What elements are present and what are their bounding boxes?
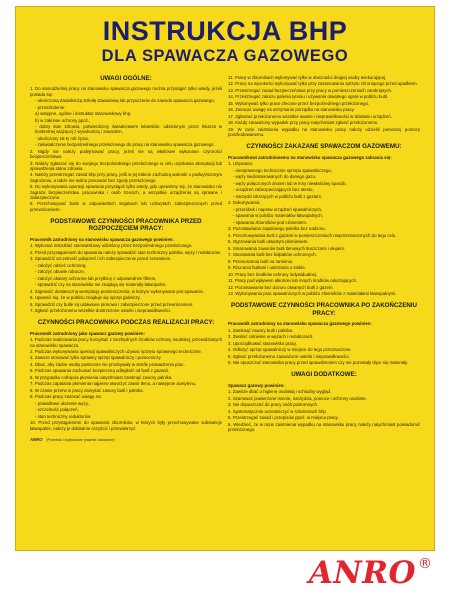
- instruction-item: - węży połączonych drutem lub w inny niewłaściwy sposób,: [233, 180, 347, 186]
- content-columns: [30, 75, 420, 433]
- instruction-item: 15. Wykonywać tylko prace zlecone przez bezpośredniego przełożonego.: [228, 100, 370, 106]
- section-intro: Pracownik zatrudniony jako spawacz gazowy powinien:: [30, 330, 145, 336]
- instruction-item: 13. Przestrzegać zasad bezpieczeństwa przy pracy w pomieszczeniach zamkniętych.: [228, 87, 393, 93]
- instruction-item: 2. Przed przystąpieniem do spawania należy sprawdzić stan techniczny palnika, węży i reduktorów.: [30, 249, 221, 255]
- instruction-item: - ukończony 18-ty rok życia,: [35, 135, 89, 141]
- instruction-item: 11. Pracy pod wpływem alkoholu lub innych środków odurzających.: [228, 278, 358, 284]
- instruction-item: 1. Używania:: [228, 161, 253, 167]
- instruction-item: 3. Zawsze stosować tylko sprawny sprzęt spawalniczy i pomocniczy.: [30, 355, 162, 361]
- instruction-item: - dobry stan zdrowia, potwierdzony świadectwem lekarskim, udzielonym przez lekarza w konkretnej wiążącej z wysokością i zawodem,: [35, 124, 222, 135]
- instruction-item: - zaświadczenie bezpośredniego przełożonego do pracy na stanowisku spawacza gazowego.: [35, 142, 215, 148]
- instruction-item: - przeszkolenie:: [35, 104, 66, 110]
- instruction-item: 5. Podczas spawania zachować bezpieczną odległość od butli z gazami.: [30, 368, 170, 374]
- instruction-item: 1. Zawsze dbać o higienę osobistą i schludny wygląd.: [228, 389, 332, 395]
- instruction-item: 2. Dokonywania:: [228, 200, 261, 206]
- instruction-item: 10. Przed przystąpieniem do spawania zbiorników, w których były przechowywane substancje łatwopalne, należy je dokładnie oczyścić i przewietrzyć.: [30, 420, 222, 431]
- section-heading: UWAGI OGÓLNE:: [100, 75, 152, 82]
- sign-title: INSTRUKCJA BHP: [102, 16, 348, 46]
- instruction-item: 2. Podczas wykonywania operacji spawalniczych używać sprzętu sprawnego technicznie.: [30, 349, 202, 354]
- instruction-item: 6. W przypadku cofnięcia płomienia natychmiast zamknąć zawory palnika.: [30, 374, 173, 380]
- right-column: [228, 75, 420, 433]
- instruction-item: 3. Uporządkować stanowisko pracy.: [228, 340, 297, 346]
- section-intro: Pracownik zatrudniony na stanowisku spawacza gazowego powinien:: [30, 236, 174, 242]
- instruction-item: - założyć obuwie robocze,: [35, 269, 85, 275]
- registered-icon: ®: [418, 556, 432, 572]
- instruction-item: 5. Do wykonywania operacji spawania przystąpić tylko wtedy, gdy upewnimy się, że stanowisko nie zagraża bezpieczeństwu pracownika i osób trzecich, a wszystkie urządzenia są sprawne i zabezpieczone.: [30, 184, 222, 200]
- instruction-item: 3. Pozostawiania zapalonego palnika bez nadzoru.: [228, 226, 326, 232]
- instruction-item: 9. Podczas pracy zwracać uwagę na:: [30, 394, 102, 400]
- instruction-item: 8. W czasie przerw w pracy zamykać zawory butli i palnika.: [30, 387, 144, 393]
- instruction-item: a) wstępne, ogólne i instruktaż stanowiskowy bhp,: [35, 111, 132, 117]
- instruction-item: 4. Należy przestrzegać zasad bhp przy pracy, jeśli w jej trakcie zachodzą warunki o podwyższonym zagrożeniu, a także nie wolno pracować bez zgody przełożonego.: [30, 172, 222, 183]
- instruction-item: - stan techniczny reduktorów.: [35, 413, 92, 419]
- section-heading: PODSTAWOWE CZYNNOŚCI PRACOWNIKA PRZED ROZPOCZĘCIEM PRACY:: [50, 217, 202, 233]
- instruction-item: - urządzeń zabezpieczających bez atestu,: [233, 187, 314, 193]
- instruction-item: 5. Zgłosić przełożonemu zauważone usterki i nieprawidłowości.: [228, 353, 350, 359]
- instruction-item: 5. Przestrzegać zasad i przepisów ppoż. w miejscu pracy.: [228, 415, 339, 421]
- instruction-item: 1. Zamknąć zawory butli i palnika.: [228, 327, 294, 333]
- instruction-item: 4. Zapewnić dostateczną wentylację pomieszczenia, w którym wykonywane jest spawanie.: [30, 288, 205, 294]
- instruction-item: 16. Zwracać uwagę na utrzymanie porządku na stanowisku pracy.: [228, 107, 355, 113]
- sign-subtitle: DLA SPAWACZA GAZOWEGO: [101, 47, 349, 65]
- instruction-item: 10. Pracy bez środków ochrony indywidualnej.: [228, 271, 318, 277]
- instruction-item: 1. Do samodzielnej pracy na stanowisku spawacza gazowego można przystąpić tylko wtedy, jeżeli posiada się:: [30, 86, 222, 97]
- instruction-item: 7. Zgłosić przełożonemu wszelkie dostrzeżone usterki i nieprawidłowości.: [30, 308, 171, 314]
- instruction-item: 13. Wykonywania prac spawalniczych w pobliżu zbiorników z materiałami łatwopalnymi.: [228, 291, 397, 297]
- instruction-item: 8. Przenoszenia butli na ramieniu.: [228, 258, 294, 264]
- instruction-item: 7. Stosowania butli bez kołpaków ochronnych.: [228, 252, 317, 258]
- instruction-item: 6. Wiedzieć, że w razie zaistnienia wypadku na stanowisku pracy należy natychmiast powiadomić przełożonego.: [228, 421, 420, 432]
- section-intro: Pracownik zatrudniony na stanowisku spawacza gazowego powinien:: [228, 321, 372, 327]
- instruction-item: - spawania w pobliżu materiałów łatwopalnych,: [233, 213, 324, 219]
- instruction-item: - szczelność połączeń,: [35, 407, 79, 413]
- brand-name: ANRO: [308, 555, 416, 591]
- instruction-item: - niesprawnego technicznie sprzętu spawalniczego,: [233, 167, 332, 173]
- section-heading: UWAGI DODATKOWE:: [291, 371, 357, 379]
- instruction-item: - węży niedostosowanych do danego gazu,: [233, 174, 317, 180]
- instruction-item: 1. Podczas realizowania pracy korzystać z niezbędnych środków ochrony osobistej, przewidzianych na stanowisku spawacza.: [30, 337, 222, 348]
- instruction-item: - prawidłowe ułożenie węży,: [35, 400, 89, 406]
- instruction-item: b) w zakresie ochrony ppoż.,: [35, 117, 91, 123]
- footer-mark: ANRO: [30, 437, 43, 443]
- instruction-item: - założyć odzież ochronną,: [35, 262, 87, 268]
- brand-logo: [309, 557, 432, 589]
- instruction-item: 4. Systematycznie uczestniczyć w szkoleniach bhp.: [228, 408, 327, 414]
- instruction-item: 11. Pracę w zbiornikach wykonywać tylko w obecności drugiej osoby asekurującej.: [228, 75, 387, 80]
- instruction-item: 3. Nie dopuszczać do pracy osób postronnych.: [228, 402, 319, 408]
- section-intro: Spawacz gazowy powinien:: [228, 382, 285, 388]
- section-heading: CZYNNOŚCI ZAKAZANE SPAWACZOM GAZOWEMU:: [246, 143, 402, 151]
- instruction-item: 6. Sprawdzić czy butle są ustawione pionowo i zabezpieczone przed przewróceniem.: [30, 301, 194, 307]
- left-column: [30, 75, 222, 433]
- instruction-item: 3. Należy zgłaszać się do swojego bezpośredniego przełożonego w celu uzyskania akceptacji lub sprawdzenia stanu zdrowia.: [30, 160, 222, 171]
- instruction-item: 2. Nigdy nie należy podejmować pracy, jeżeli nie są właściwie wykonane czynności bezpieczeństwa.: [30, 148, 222, 160]
- section-intro: Pracownikowi zatrudnionemu na stanowisku spawacza gazowego zabrania się:: [228, 154, 392, 160]
- instruction-item: 14. Przestrzegać zakazu palenia tytoniu i używania otwartego ognia w pobliżu butli.: [228, 94, 389, 100]
- instruction-item: 6. Nie opuszczać stanowiska pracy przed sprawdzeniem czy nie pozostały tlące się materiały.: [228, 360, 409, 366]
- instruction-item: 1. Wykonać instruktaż stanowiskowy udzielony przez bezpośredniego przełożonego.: [30, 243, 193, 249]
- instruction-item: - założyć okulary ochronne lub przyłbicę z odpowiednim filtrem,: [35, 275, 157, 281]
- instruction-item: 18. Każdy zauważony wypadek przy pracy natychmiast zgłosić przełożonemu.: [228, 120, 379, 126]
- instruction-item: 4. Dbać, aby żadne osoby postronne nie przebywały w strefie prowadzenia prac.: [30, 361, 185, 367]
- instruction-item: 4. Przechowywania butli z gazami w pomieszczeniach nieprzeznaczonych do tego celu.: [228, 232, 397, 238]
- instruction-item: 5. Upewnić się, że w pobliżu znajduje się sprzęt gaśniczy.: [30, 295, 141, 301]
- section-heading: PODSTAWOWE CZYNNOŚCI PRACOWNIKA PO ZAKOŃCZENIU PRACY:: [231, 302, 417, 317]
- instruction-item: 7. Podczas zapalania płomienia najpierw otworzyć zawór tlenu, a następnie acetylenu.: [30, 381, 197, 387]
- instruction-item: 2. Szanować powierzone mienie, narzędzia, pomoce i ochrony osobiste.: [228, 395, 367, 401]
- instruction-item: - spawania zbiorników pod ciśnieniem.: [233, 219, 308, 225]
- section-heading: CZYNNOŚCI PRACOWNIKA PODCZAS REALIZACJI PRACY:: [37, 319, 215, 327]
- instruction-item: - ukończoną Zasadniczą Szkołę Zawodową lub przyuczenie do zawodu spawacza gazowego,: [35, 98, 215, 104]
- instruction-item: 4. Odłożyć sprzęt spawalniczy w miejsce do tego przeznaczone.: [228, 347, 352, 353]
- instruction-item: 6. Przechowywać butle w odpowiednich stojakach lub uchwytach zabezpieczonych przed przewróceniem.: [30, 201, 222, 212]
- footer-note: (Przedruk i kopiowanie prawnie zakazione): [46, 437, 115, 442]
- instruction-item: - sprawdzić czy na stanowisku nie znajdują się materiały łatwopalne.: [35, 282, 167, 288]
- instruction-item: 9. Rzucania butlami i uderzania o siebie.: [228, 265, 306, 271]
- instruction-item: 19. W razie zaistnienia wypadku na stanowisku pracy należy udzielić pierwszej pomocy poszkodowanemu.: [228, 126, 420, 138]
- instruction-item: 12. Pozostawiania bez dozoru otwartych butli z gazem.: [228, 284, 334, 290]
- sign-footer: [30, 437, 420, 442]
- instruction-item: 5. Ogrzewania butli otwartym płomieniem.: [228, 239, 309, 245]
- instruction-item: 2. Zwolnić ciśnienie w wężach i reduktorach.: [228, 334, 314, 340]
- instruction-item: 6. Smarowania zaworów butli tlenowych tłuszczami i olejami.: [228, 245, 345, 251]
- instruction-item: 12. Pracę na wysokości wykonywać tylko przy zastosowaniu sprzętu chroniącego przed upadkiem.: [228, 81, 418, 87]
- instruction-item: - przeróbek i napraw urządzeń spawalniczych,: [233, 206, 323, 212]
- instruction-sign: [15, 6, 435, 551]
- instruction-item: 3. Sprawdzić szczelność połączeń i ich zabezpieczenie przed zerwaniem.: [30, 256, 172, 262]
- instruction-item: - narzędzi iskrzących w pobliżu butli z gazami.: [233, 193, 322, 199]
- instruction-item: 17. Zgłaszać przełożonemu wszelkie awarie i nieprawidłowości w działaniu urządzeń.: [228, 113, 392, 119]
